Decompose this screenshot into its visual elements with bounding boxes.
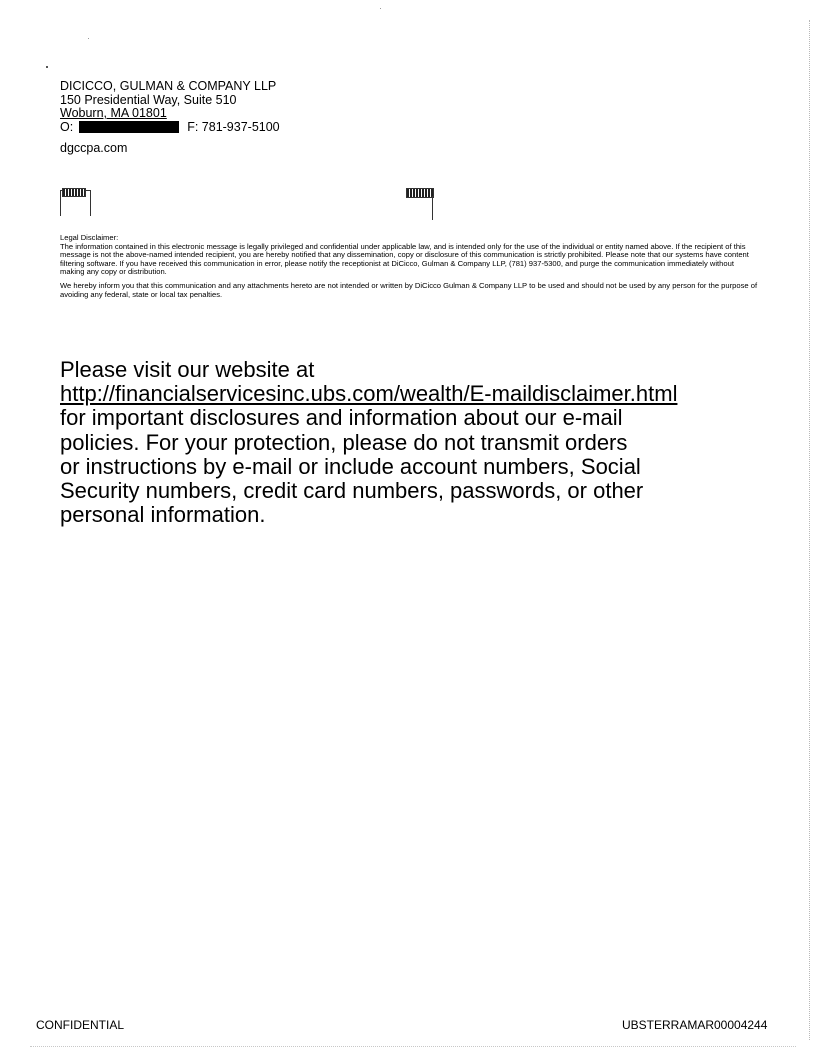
fax-number: F: 781-937-5100 (187, 119, 280, 134)
notice-line: policies. For your protection, please do not transmit orders (60, 429, 628, 455)
disclaimer-heading: Legal Disclaimer: (60, 233, 119, 242)
scan-speck (380, 8, 381, 9)
broken-image-icon (406, 186, 436, 220)
notice-line: Security numbers, credit card numbers, passwords, or other (60, 478, 644, 504)
broken-image-icon (60, 186, 94, 220)
notice-line: Please visit our website at (60, 357, 315, 382)
company-name: DICICCO, GULMAN & COMPANY LLP (60, 79, 277, 93)
disclaimer-tax-paragraph: We hereby inform you that this communication and any attachments hereto are not intended or written by DiCicco Gulman & Company LLP to be used and should not be used by any person for the purpose of avoiding any federal, state or local tax penalties. (60, 280, 758, 299)
scan-speck (46, 66, 48, 68)
contact-line (60, 121, 280, 135)
scan-edge-bottom (30, 1046, 796, 1047)
disclaimer-link[interactable]: http://financialservicesinc.ubs.com/wealth/E-maildisclaimer.html (60, 381, 678, 407)
confidential-label: CONFIDENTIAL (36, 1018, 125, 1032)
scan-edge-right (809, 20, 810, 1040)
bates-number: UBSTERRAMAR00004244 (622, 1018, 768, 1032)
scan-speck (88, 38, 89, 39)
legal-disclaimer (60, 234, 760, 299)
notice-line: or instructions by e-mail or include account numbers, Social (60, 453, 641, 479)
ubs-disclaimer-notice (60, 358, 760, 527)
office-phone-label: O: (60, 119, 74, 134)
notice-line: for important disclosures and information about our e-mail (60, 405, 623, 431)
city-state-zip: Woburn, MA 01801 (60, 106, 167, 120)
company-website: dgccpa.com (60, 141, 128, 155)
redacted-phone-number (79, 121, 179, 133)
street-address: 150 Presidential Way, Suite 510 (60, 92, 237, 107)
notice-line: personal information. (60, 502, 266, 528)
disclaimer-paragraph: The information contained in this electronic message is legally privileged and confidential under applicable law, and is intended only for the use of the individual or entity named above. If the recipient of this message is not the above-named intended recipient, you are hereby notified that any dissemination, copy or disclosure of this communication is strictly prohibited. Please note that our systems have content filtering software. If you have received this communication in error, please notify the receptionist at DiCicco, Gulman & Company LLP, (781) 937-5300, and purge the communication immediately without making any copy or distribution. (60, 241, 749, 277)
sender-address-block (60, 80, 280, 156)
